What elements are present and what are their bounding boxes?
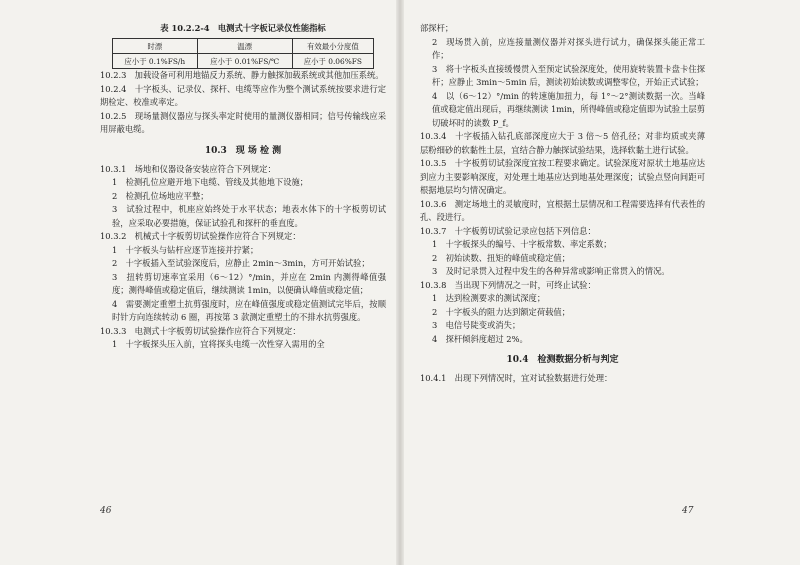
clause-item: 4 以（6～12）°/min 的转速施加扭力，每 1°～2°测读数据一次。当峰值或稳定值出现后，再继续测读 1min，所得峰值或稳定值即为试验土层剪切破坏时的读数 P_f。 (432, 90, 705, 128)
clause-10-3-4: 10.3.4 十字板插入钻孔底部深度应大于 3 倍～5 倍孔径；对非均质或夹薄层粉细砂的软黏性土层，宜结合静力触探试验结果，选择软黏土进行试验。 (420, 131, 705, 155)
clause-10-2-3: 10.2.3 加载设备可利用地锚反力系统、静力触探加载系统或其他加压系统。 (100, 70, 384, 80)
table-cell: 应小于 0.01%FS/℃ (197, 54, 292, 69)
right-page (400, 0, 800, 565)
clause-item: 3 扭转剪切速率宜采用（6～12）°/min，并应在 2min 内测得峰值强度；测得峰值或稳定值后，继续测读 1min，以便确认峰值或稳定值； (112, 271, 386, 295)
clause-item: 1 十字板头与钻杆应逐节连接并拧紧； (112, 244, 259, 255)
clause-item: 2 十字板头的阻力达到额定荷载值； (432, 306, 571, 317)
page-number: 46 (100, 506, 112, 516)
clause-item: 3 将十字板头直接缓慢贯入至预定试验深度处，使用旋转装置卡盘卡住探杆；应静止 3min～5min 后，测读初始读数或调整零位，开始正式试验； (432, 63, 705, 87)
clause-item: 4 需要测定重塑土抗剪强度时，应在峰值强度或稳定值测试完毕后，按顺时针方向连续转动 6 圈，再按第 3 款测定重塑土的不排水抗剪强度。 (112, 298, 386, 322)
clause-10-3-3: 10.3.3 电测式十字板剪切试验操作应符合下列规定： (100, 325, 301, 336)
left-column (100, 22, 386, 352)
clause-item: 2 初始读数、扭矩的峰值或稳定值； (432, 252, 571, 263)
clause-10-3-7: 10.3.7 十字板剪切试验记录应包括下列信息： (420, 225, 596, 236)
right-column (420, 22, 705, 386)
clause-item: 2 十字板插入至试验深度后，应静止 2min～3min，方可开始试验； (112, 258, 370, 268)
section-heading-10-3: 10.3 现 场 检 测 (204, 145, 282, 156)
table-cell: 应小于 0.1%FS/h (113, 54, 198, 69)
clause-10-3-5: 10.3.5 十字板剪切试验深度宜按工程要求确定。试验深度对原状土地基应达到应力主要影响深度，对处理土地基应达到地基处理深度；试验点竖向间距可根据地层均匀情况确定。 (420, 158, 705, 195)
clause-10-3-8: 10.3.8 当出现下列情况之一时，可终止试验： (420, 279, 596, 290)
clause-continuation: 部探杆； (420, 23, 454, 33)
clause-item: 3 电信号陡变或消失； (432, 320, 521, 330)
clause-item: 1 达到检测要求的测试深度； (432, 293, 546, 303)
clause-item: 3 试验过程中，机座应始终处于水平状态；地表水体下的十字板剪切试验，应采取必要措施，保证试验孔和探杆的垂直度。 (112, 204, 386, 228)
clause-item: 1 十字板探头压入前，宜将探头电缆一次性穿入需用的全 (112, 339, 325, 349)
table-header-cell: 温漂 (197, 39, 292, 54)
clause-10-4-1: 10.4.1 出现下列情况时，宜对试验数据进行处理： (420, 373, 613, 383)
table-header-row (113, 39, 374, 54)
clause-10-3-6: 10.3.6 测定场地土的灵敏度时，宜根据土层情况和工程需要选择有代表性的孔、段进行。 (420, 198, 705, 222)
clause-item: 3 及时记录贯入过程中发生的各种异常或影响正常贯入的情况。 (432, 266, 670, 276)
table-header-cell: 有效最小分度值 (292, 39, 373, 54)
clause-item: 1 十字板探头的编号、十字板常数、率定系数； (432, 239, 612, 249)
performance-table (112, 38, 374, 69)
table-caption: 表 10.2.2-4 电测式十字板记录仪性能指标 (160, 23, 326, 33)
clause-item: 4 探杆倾斜度超过 2%。 (432, 333, 528, 344)
table-header-cell: 时漂 (113, 39, 198, 54)
table-row (113, 54, 374, 69)
clause-item: 2 现场贯入前，应连接量测仪器并对探头进行试力，确保探头能正常工作； (432, 36, 705, 60)
section-heading-10-4: 10.4 检测数据分析与判定 (506, 355, 619, 365)
clause-10-3-2: 10.3.2 机械式十字板剪切试验操作应符合下列规定： (100, 231, 301, 241)
clause-item: 1 检测孔位应避开地下电缆、管线及其他地下设施； (112, 177, 309, 187)
clause-10-2-5: 10.2.5 现场量测仪器应与探头率定时使用的量测仪器相同；信号传输线应采用屏蔽电缆。 (100, 110, 386, 134)
clause-10-2-4: 10.2.4 十字板头、记录仪、探杆、电缆等应作为整个测试系统按要求进行定期检定、校准或率定。 (100, 83, 386, 107)
clause-10-3-1: 10.3.1 场地和仪器设备安装应符合下列规定： (100, 163, 276, 174)
clause-item: 2 检测孔位场地应平整； (112, 190, 209, 201)
table-cell: 应小于 0.06%FS (292, 54, 373, 69)
page-number: 47 (682, 506, 694, 516)
